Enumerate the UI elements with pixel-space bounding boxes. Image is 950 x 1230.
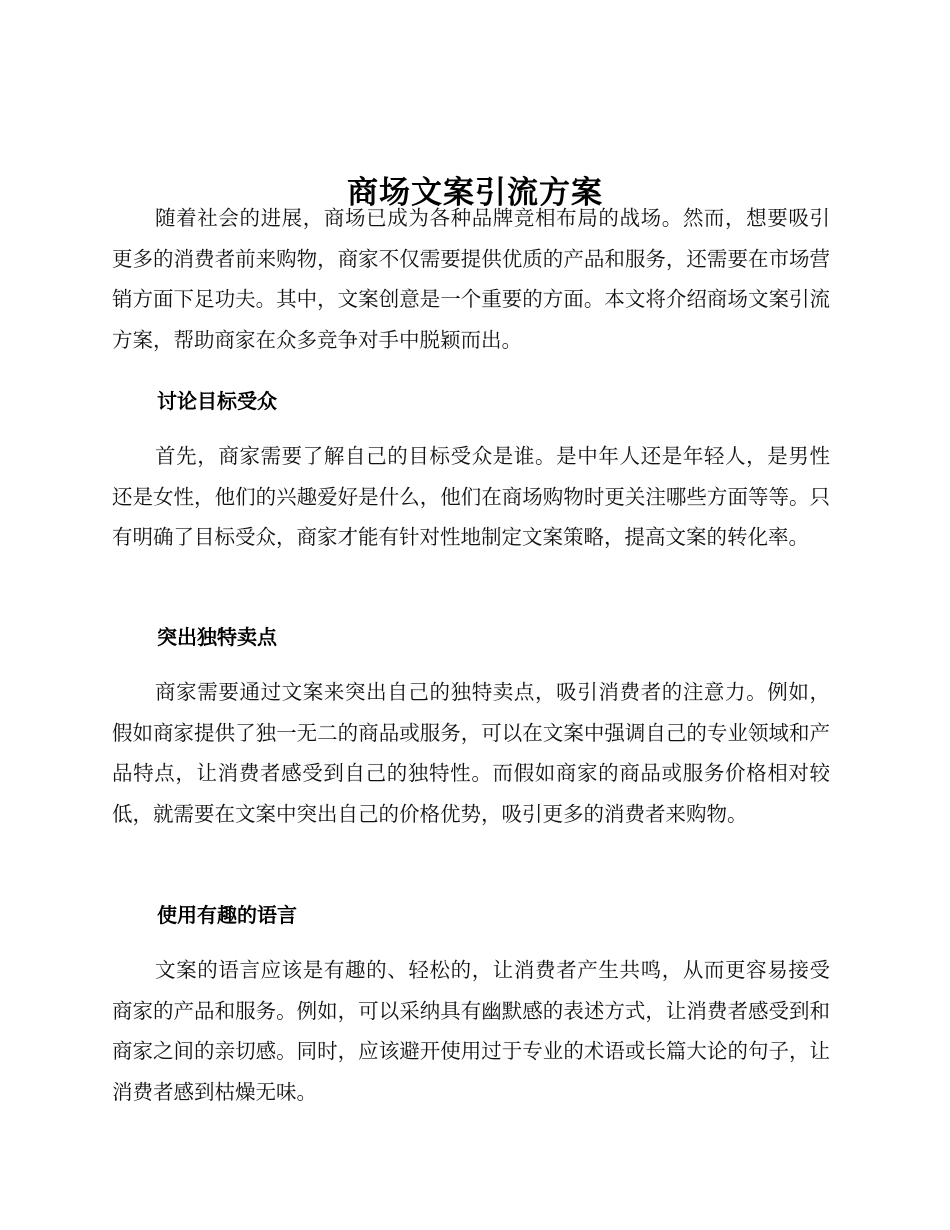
- section-body-unique-selling-point: 商家需要通过文案来突出自己的独特卖点，吸引消费者的注意力。例如，假如商家提供了独一无二的商品或服务，可以在文案中强调自己的专业领域和产品特点，让消费者感受到自己的独特性。而假如商家的商品或服务价格相对较低，就需要在文案中突出自己的价格优势，吸引更多的消费者来购物。: [112, 680, 830, 826]
- section-heading-interesting-language: 使用有趣的语言: [157, 903, 297, 927]
- document-title: 商场文案引流方案: [347, 174, 603, 211]
- intro-paragraph: 随着社会的进展，商场已成为各种品牌竞相布局的战场。然而，想要吸引更多的消费者前来购物，商家不仅需要提供优质的产品和服务，还需要在市场营销方面下足功夫。其中，文案创意是一个重要的方面。本文将介绍商场文案引流方案，帮助商家在众多竞争对手中脱颖而出。: [112, 206, 830, 352]
- section-body-interesting-language: 文案的语言应该是有趣的、轻松的，让消费者产生共鸣，从而更容易接受商家的产品和服务。例如，可以采纳具有幽默感的表述方式，让消费者感受到和商家之间的亲切感。同时，应该避开使用过于专业的术语或长篇大论的句子，让消费者感到枯燥无味。: [112, 958, 830, 1104]
- section-heading-target-audience: 讨论目标受众: [157, 389, 277, 413]
- section-body-target-audience: 首先，商家需要了解自己的目标受众是谁。是中年人还是年轻人，是男性还是女性，他们的兴趣爱好是什么，他们在商场购物时更关注哪些方面等等。只有明确了目标受众，商家才能有针对性地制定文案策略，提高文案的转化率。: [112, 444, 830, 549]
- section-heading-unique-selling-point: 突出独特卖点: [157, 625, 277, 649]
